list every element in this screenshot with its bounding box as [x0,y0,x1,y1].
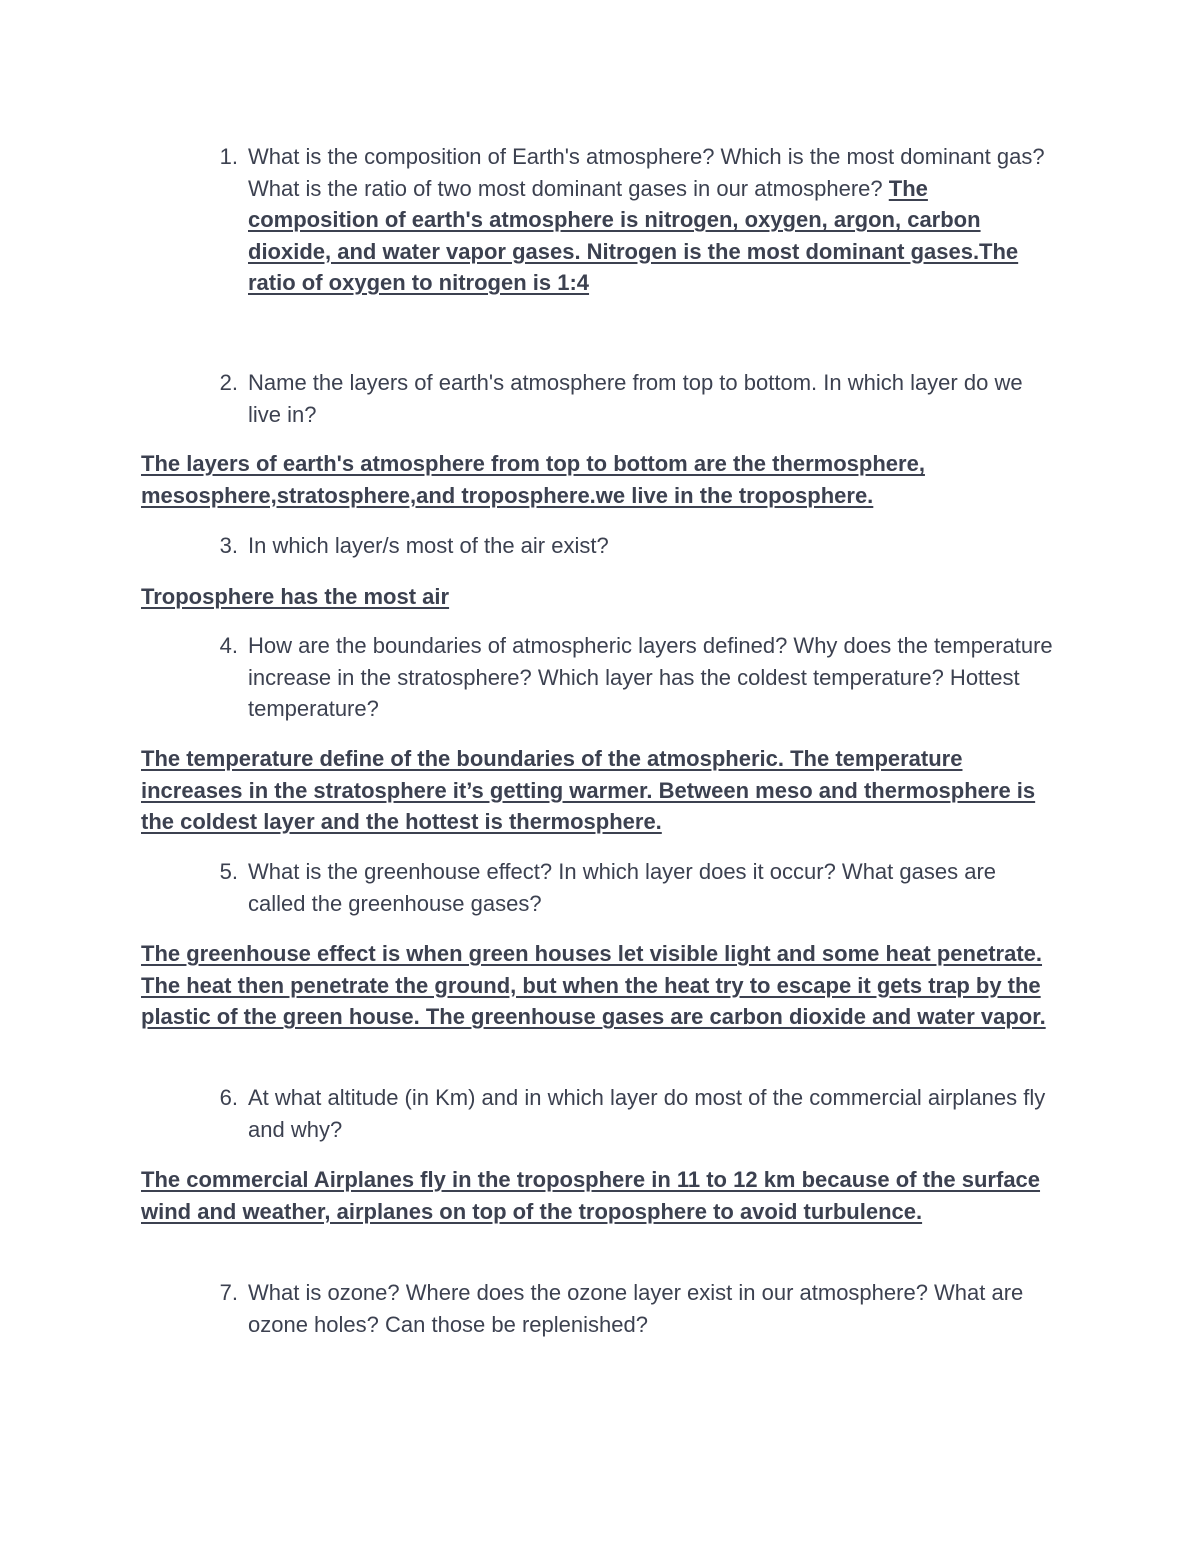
question-text: What is ozone? Where does the ozone layer exist in our atmosphere? What are ozone holes? Can those be replenished? [248,1280,1024,1337]
question-text: Name the layers of earth's atmosphere from top to bottom. In which layer do we live in? [248,370,1023,427]
answer-5: The greenhouse effect is when green houses let visible light and some heat penetrate. The heat then penetrate the ground, but when the heat try to escape it gets trap by the plastic of the green house. The greenhouse gases are carbon dioxide and water vapor. [141,941,1046,1029]
answer-3: Troposphere has the most air [141,584,450,609]
question-text: How are the boundaries of atmospheric layers defined? Why does the temperature increase in the stratosphere? Which layer has the coldest temperature? Hottest temperature? [248,633,1053,721]
question-number: 3. [219,533,238,558]
question-number: 4. [219,633,238,658]
question-number: 2. [219,370,238,395]
answer-4: The temperature define of the boundaries of the atmospheric. The temperature increases in the stratosphere it’s getting warmer. Between meso and thermosphere is the coldest layer and the hottest is thermosphere. [141,746,1036,834]
question-text: What is the composition of Earth's atmosphere? Which is the most dominant gas? What is the ratio of two most dominant gases in our atmosphere? [248,144,1045,201]
answer-text: The composition of earth's atmosphere is nitrogen, oxygen, argon, carbon dioxide, and water vapor gases. Nitrogen is the most dominant gases.The ratio of oxygen to nitrogen is 1:4 [248,175,1019,295]
question-text: At what altitude (in Km) and in which layer do most of the commercial airplanes fly and why? [248,1085,1046,1142]
question-number: 1. [219,144,238,169]
question-6 [219,1082,1058,1145]
question-1 [219,141,1058,299]
question-7 [219,1277,1058,1340]
answer-2: The layers of earth's atmosphere from top to bottom are the thermosphere, mesosphere,stratosphere,and troposphere.we live in the troposphere. [141,451,925,508]
question-number: 6. [219,1085,238,1110]
question-5 [219,856,1058,919]
question-2 [219,367,1058,430]
question-3 [219,530,1058,562]
question-text: In which layer/s most of the air exist? [248,533,609,558]
answer-6: The commercial Airplanes fly in the troposphere in 11 to 12 km because of the surface wind and weather, airplanes on top of the troposphere to avoid turbulence. [141,1167,1041,1224]
question-4 [219,630,1058,725]
question-text: What is the greenhouse effect? In which layer does it occur? What gases are called the greenhouse gases? [248,859,996,916]
question-number: 7. [219,1280,238,1305]
question-number: 5. [219,859,238,884]
